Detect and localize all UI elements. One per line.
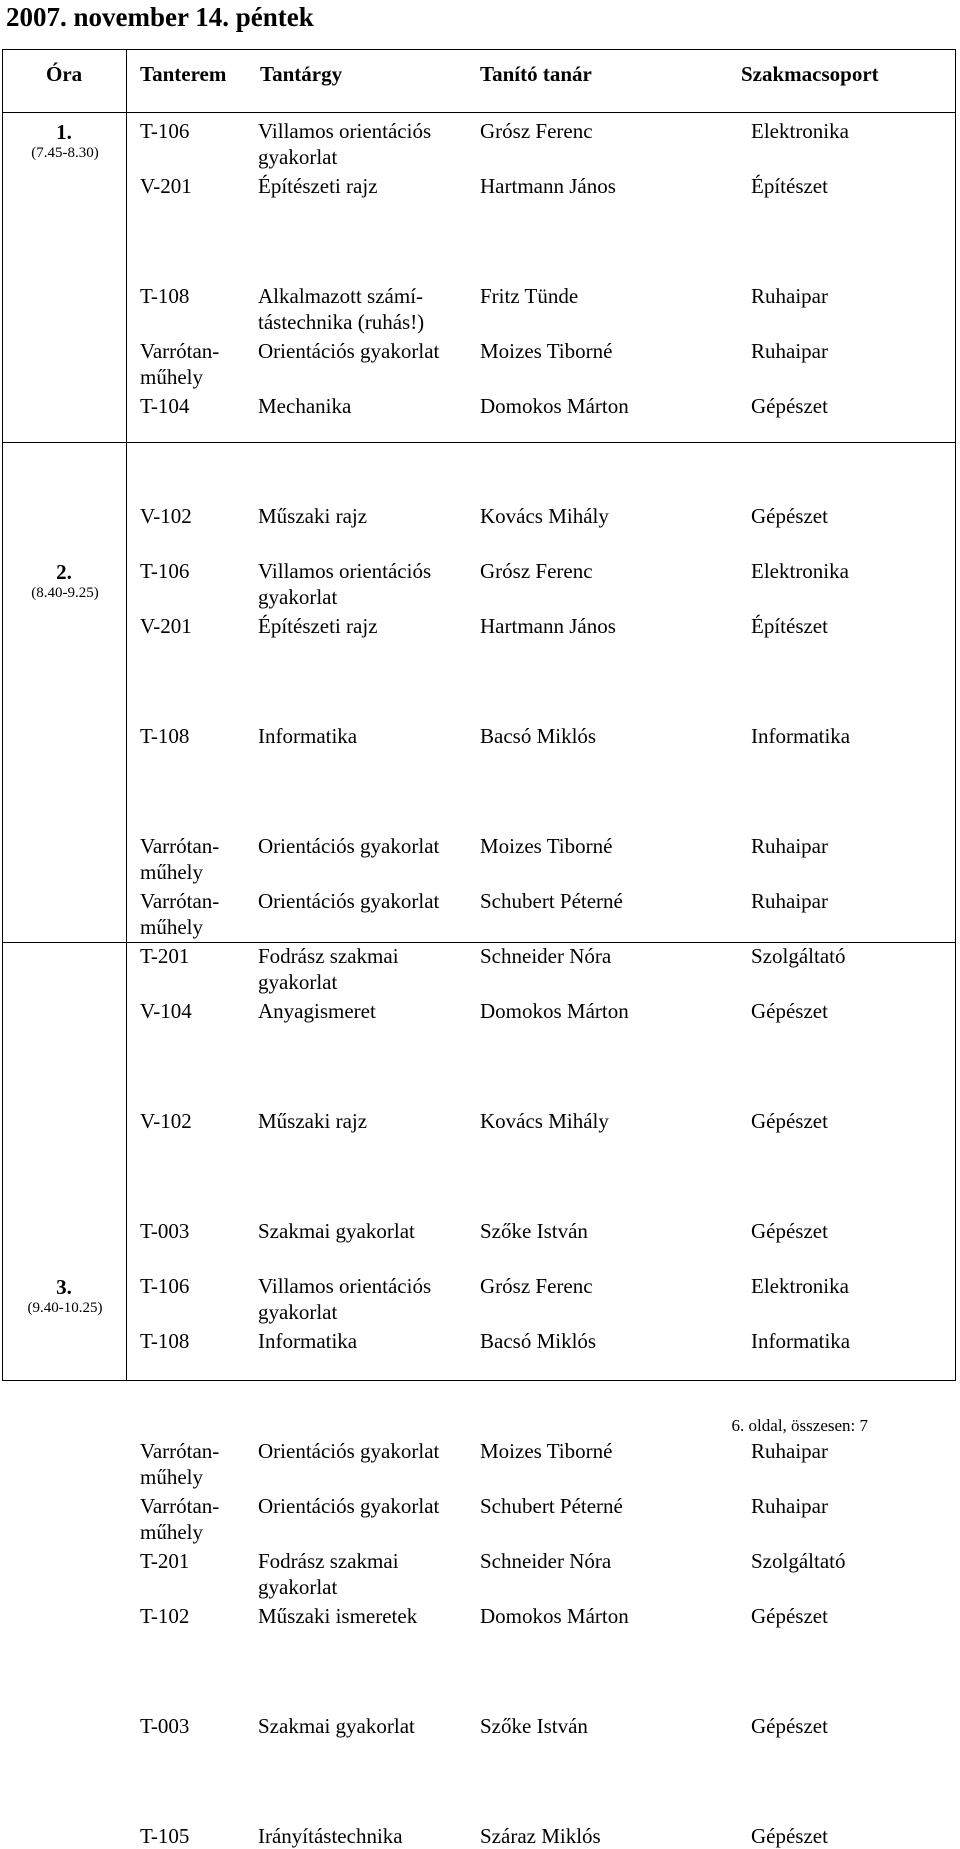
room-cell: T-108 xyxy=(140,724,190,748)
dept-cell: Ruhaipar xyxy=(751,1439,828,1463)
period-number: 1. xyxy=(56,120,72,144)
bottom-rule xyxy=(2,1380,956,1381)
subject-cell: Szakmai gyakorlat xyxy=(258,1714,415,1738)
subject-cell: Mechanika xyxy=(258,394,352,418)
subject-cell: Orientációs gyakorlat xyxy=(258,889,440,913)
dept-cell: Informatika xyxy=(751,1329,851,1353)
teacher-cell: Szőke István xyxy=(480,1219,588,1243)
period-rule xyxy=(2,442,956,443)
subject-cell: Alkalmazott számí- tástechnika (ruhás!) xyxy=(258,284,425,334)
teacher-cell: Bacsó Miklós xyxy=(480,1329,597,1353)
subject-cell: Fodrász szakmai gyakorlat xyxy=(258,1549,399,1599)
dept-cell: Ruhaipar xyxy=(751,339,828,363)
room-cell: V-201 xyxy=(140,174,192,198)
dept-cell: Gépészet xyxy=(751,504,828,528)
room-cell: T-106 xyxy=(140,119,190,143)
subject-cell: Szakmai gyakorlat xyxy=(258,1219,415,1243)
room-cell: Varrótan- műhely xyxy=(140,889,220,939)
page-title: 2007. november 14. péntek xyxy=(6,2,314,32)
teacher-cell: Moizes Tiborné xyxy=(480,339,613,363)
teacher-cell: Schubert Péterné xyxy=(480,1494,623,1518)
room-cell: T-106 xyxy=(140,1274,190,1298)
subject-cell: Műszaki rajz xyxy=(258,504,368,528)
period-number: 3. xyxy=(56,1275,72,1299)
subject-cell: Villamos orientációs gyakorlat xyxy=(258,559,432,609)
dept-cell: Elektronika xyxy=(751,119,849,143)
dept-cell: Szolgáltató xyxy=(751,1549,846,1573)
subject-cell: Informatika xyxy=(258,1329,358,1353)
left-rule xyxy=(2,49,3,1380)
room-cell: T-201 xyxy=(140,1549,190,1573)
teacher-cell: Hartmann János xyxy=(480,174,616,198)
room-cell: Varrótan- műhely xyxy=(140,339,220,389)
subject-cell: Villamos orientációs gyakorlat xyxy=(258,119,432,169)
teacher-cell: Moizes Tiborné xyxy=(480,1439,613,1463)
dept-cell: Építészet xyxy=(751,614,828,638)
dept-cell: Gépészet xyxy=(751,1714,828,1738)
dept-cell: Építészet xyxy=(751,174,828,198)
subject-cell: Orientációs gyakorlat xyxy=(258,339,440,363)
subject-cell: Műszaki ismeretek xyxy=(258,1604,418,1628)
period-time: (7.45-8.30) xyxy=(31,145,99,161)
header-3: Tantárgy xyxy=(260,62,343,86)
teacher-cell: Domokos Márton xyxy=(480,1604,629,1628)
room-cell: V-201 xyxy=(140,614,192,638)
dept-cell: Informatika xyxy=(751,724,851,748)
room-cell: T-108 xyxy=(140,284,190,308)
subject-cell: Anyagismeret xyxy=(258,999,376,1023)
subject-cell: Informatika xyxy=(258,724,358,748)
header-5: Szakmacsoport xyxy=(741,62,879,86)
room-cell: T-105 xyxy=(140,1824,190,1848)
subject-cell: Műszaki rajz xyxy=(258,1109,368,1133)
room-cell: T-102 xyxy=(140,1604,190,1628)
room-cell: T-108 xyxy=(140,1329,190,1353)
dept-cell: Ruhaipar xyxy=(751,834,828,858)
top-rule xyxy=(2,49,956,50)
teacher-cell: Száraz Miklós xyxy=(480,1824,601,1848)
subject-cell: Építészeti rajz xyxy=(258,614,378,638)
teacher-cell: Moizes Tiborné xyxy=(480,834,613,858)
dept-cell: Gépészet xyxy=(751,1824,828,1848)
room-cell: T-201 xyxy=(140,944,190,968)
period-time: (8.40-9.25) xyxy=(31,585,99,601)
room-cell: Varrótan- műhely xyxy=(140,1494,220,1544)
header-rule xyxy=(2,112,956,113)
room-cell: V-102 xyxy=(140,504,192,528)
teacher-cell: Bacsó Miklós xyxy=(480,724,597,748)
dept-cell: Gépészet xyxy=(751,999,828,1023)
teacher-cell: Schubert Péterné xyxy=(480,889,623,913)
period-time: (9.40-10.25) xyxy=(27,1300,103,1316)
dept-cell: Elektronika xyxy=(751,1274,849,1298)
right-rule xyxy=(955,49,956,1380)
room-cell: T-106 xyxy=(140,559,190,583)
dept-cell: Gépészet xyxy=(751,1219,828,1243)
room-cell: T-003 xyxy=(140,1714,190,1738)
teacher-cell: Kovács Mihály xyxy=(480,504,609,528)
teacher-cell: Domokos Márton xyxy=(480,999,629,1023)
room-cell: Varrótan- műhely xyxy=(140,1439,220,1489)
header-4: Tanító tanár xyxy=(480,62,592,86)
subject-cell: Fodrász szakmai gyakorlat xyxy=(258,944,399,994)
subject-cell: Orientációs gyakorlat xyxy=(258,834,440,858)
dept-cell: Gépészet xyxy=(751,1109,828,1133)
dept-cell: Gépészet xyxy=(751,1604,828,1628)
period-rule xyxy=(2,942,956,943)
subject-cell: Orientációs gyakorlat xyxy=(258,1494,440,1518)
teacher-cell: Grósz Ferenc xyxy=(480,559,593,583)
teacher-cell: Grósz Ferenc xyxy=(480,1274,593,1298)
teacher-cell: Fritz Tünde xyxy=(480,284,579,308)
subject-cell: Orientációs gyakorlat xyxy=(258,1439,440,1463)
dept-cell: Szolgáltató xyxy=(751,944,846,968)
column-rule xyxy=(126,49,127,1380)
subject-cell: Építészeti rajz xyxy=(258,174,378,198)
dept-cell: Ruhaipar xyxy=(751,889,828,913)
dept-cell: Ruhaipar xyxy=(751,284,828,308)
dept-cell: Ruhaipar xyxy=(751,1494,828,1518)
subject-cell: Irányítástechnika xyxy=(258,1824,403,1848)
header-2: Tanterem xyxy=(140,62,227,86)
subject-cell: Villamos orientációs gyakorlat xyxy=(258,1274,432,1324)
room-cell: Varrótan- műhely xyxy=(140,834,220,884)
period-number: 2. xyxy=(56,560,72,584)
room-cell: V-104 xyxy=(140,999,192,1023)
teacher-cell: Grósz Ferenc xyxy=(480,119,593,143)
teacher-cell: Hartmann János xyxy=(480,614,616,638)
room-cell: T-003 xyxy=(140,1219,190,1243)
teacher-cell: Kovács Mihály xyxy=(480,1109,609,1133)
header-1: Óra xyxy=(46,62,83,86)
dept-cell: Gépészet xyxy=(751,394,828,418)
page-footer: 6. oldal, összesen: 7 xyxy=(731,1416,868,1435)
dept-cell: Elektronika xyxy=(751,559,849,583)
teacher-cell: Szőke István xyxy=(480,1714,588,1738)
teacher-cell: Schneider Nóra xyxy=(480,1549,612,1573)
room-cell: V-102 xyxy=(140,1109,192,1133)
room-cell: T-104 xyxy=(140,394,190,418)
teacher-cell: Schneider Nóra xyxy=(480,944,612,968)
teacher-cell: Domokos Márton xyxy=(480,394,629,418)
